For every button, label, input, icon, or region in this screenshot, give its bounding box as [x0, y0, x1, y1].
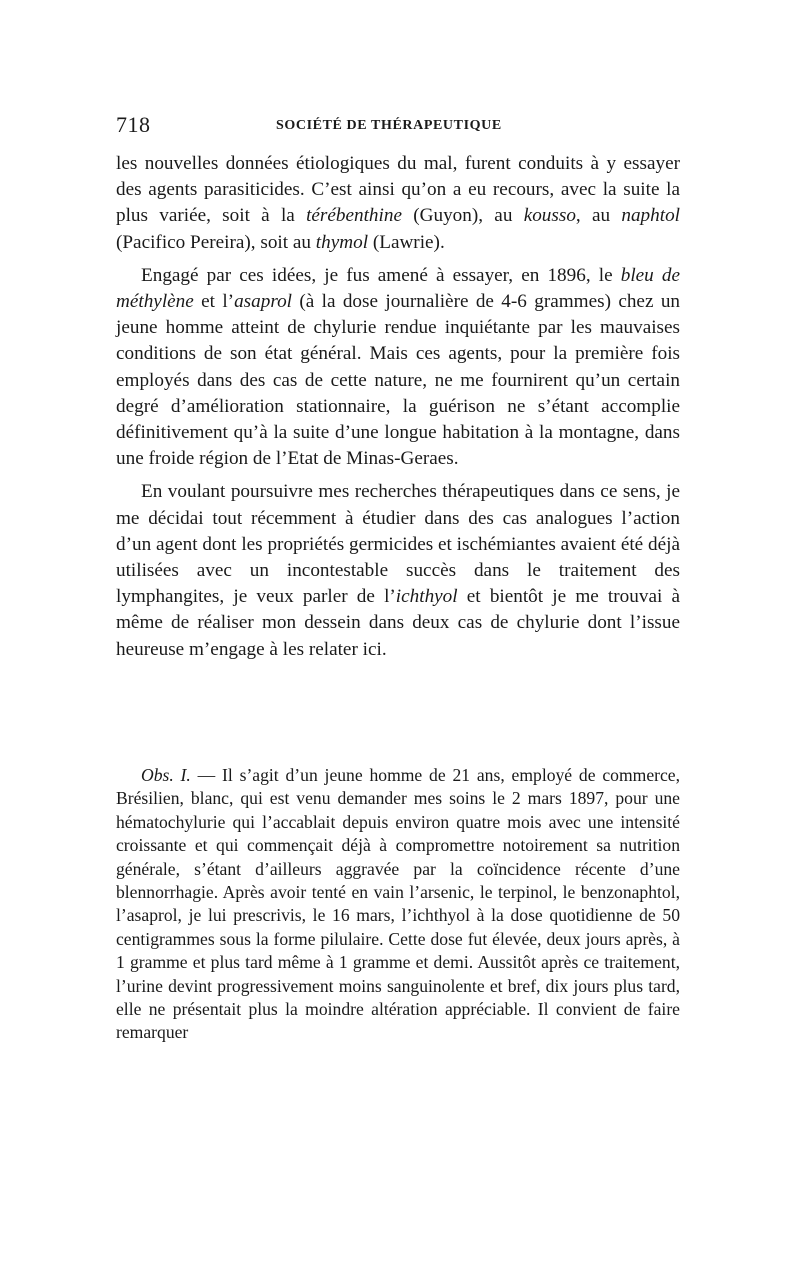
text-run: (Guyon), au	[401, 205, 524, 227]
italic-term: ichthyol	[395, 586, 458, 608]
observation-label: Obs. I.	[141, 765, 191, 785]
italic-term: térébenthine	[306, 205, 402, 227]
running-title: SOCIÉTÉ DE THÉRAPEUTIQUE	[276, 118, 502, 133]
page-header	[116, 112, 680, 142]
italic-term: kousso	[523, 205, 576, 227]
italic-term: asaprol	[234, 291, 293, 313]
italic-term: naphtol	[621, 205, 680, 227]
text-run: (à la dose journalière de 4-6 grammes) chez un jeune homme atteint de chylurie rendue inquiétante par les mauvaises conditions de son état général. Mais ces agents, pour la première fois employés dans des cas de cette nature, ne me fournirent qu’un certain degré d’amélioration stationnaire, la guérison ne s’étant accomplie définitivement qu’à la suite d’une longue habitation à la montagne, dans une froide région de l’Etat de Minas-Geraes.	[116, 291, 681, 470]
observation-paragraph	[116, 764, 680, 1045]
text-run: et l’	[193, 291, 235, 313]
italic-term: thymol	[315, 231, 369, 253]
italic-term: bleu de méthylène	[116, 264, 680, 313]
observation-section	[116, 764, 680, 1045]
paragraph-2	[116, 263, 680, 473]
text-run: , au	[575, 205, 622, 227]
paragraph-1	[116, 151, 680, 256]
text-run: les nouvelles données étiologiques du mal, furent conduits à y essayer des agents parasiticides. C’est ainsi qu’on a eu recours, avec la suite la plus variée, soit à la	[116, 153, 680, 227]
observation-text: — Il s’agit d’un jeune homme de 21 ans, employé de commerce, Brésilien, blanc, qui est venu demander mes soins le 2 mars 1897, pour une hématochylurie qui l’accablait depuis environ quatre mois avec une intensité croissante et qui commençait déjà à compromettre notoirement sa nutrition générale, s’étant d’ailleurs aggravée par la coïncidence récente d’une blennorrhagie. Après avoir tenté en vain l’arsenic, le terpinol, le benzonaphtol, l’asaprol, je lui prescrivis, le 16 mars, l’ichthyol à la dose quotidienne de 50 centigrammes sous la forme pilulaire. Cette dose fut élevée, deux jours après, à 1 gramme et plus tard même à 1 gramme et demi. Aussitôt après ce traitement, l’urine devint progressivement moins sanguinolente et bref, dix jours plus tard, elle ne présentait plus la moindre altération appréciable. Il convient de faire remarquer	[116, 765, 681, 1043]
paragraph-3	[116, 479, 680, 662]
text-run: En voulant poursuivre mes recherches thérapeutiques dans ce sens, je me décidai tout récemment à étudier dans des cas analogues l’action d’un agent dont les propriétés germicides et ischémiantes avaient été déjà utilisées avec un incontestable succès dans le traitement des lymphangites, je veux parler de l’	[116, 481, 680, 608]
page-number: 718	[116, 112, 151, 137]
main-text	[116, 151, 680, 663]
text-run: (Lawrie).	[368, 231, 445, 253]
text-run: et bientôt je me trouvai à même de réaliser mon dessein dans deux cas de chylurie dont l’issue heureuse m’engage à les relater ici.	[116, 586, 680, 660]
text-run: Engagé par ces idées, je fus amené à essayer, en 1896, le	[141, 264, 621, 286]
text-run: (Pacifico Pereira), soit au	[116, 231, 316, 253]
